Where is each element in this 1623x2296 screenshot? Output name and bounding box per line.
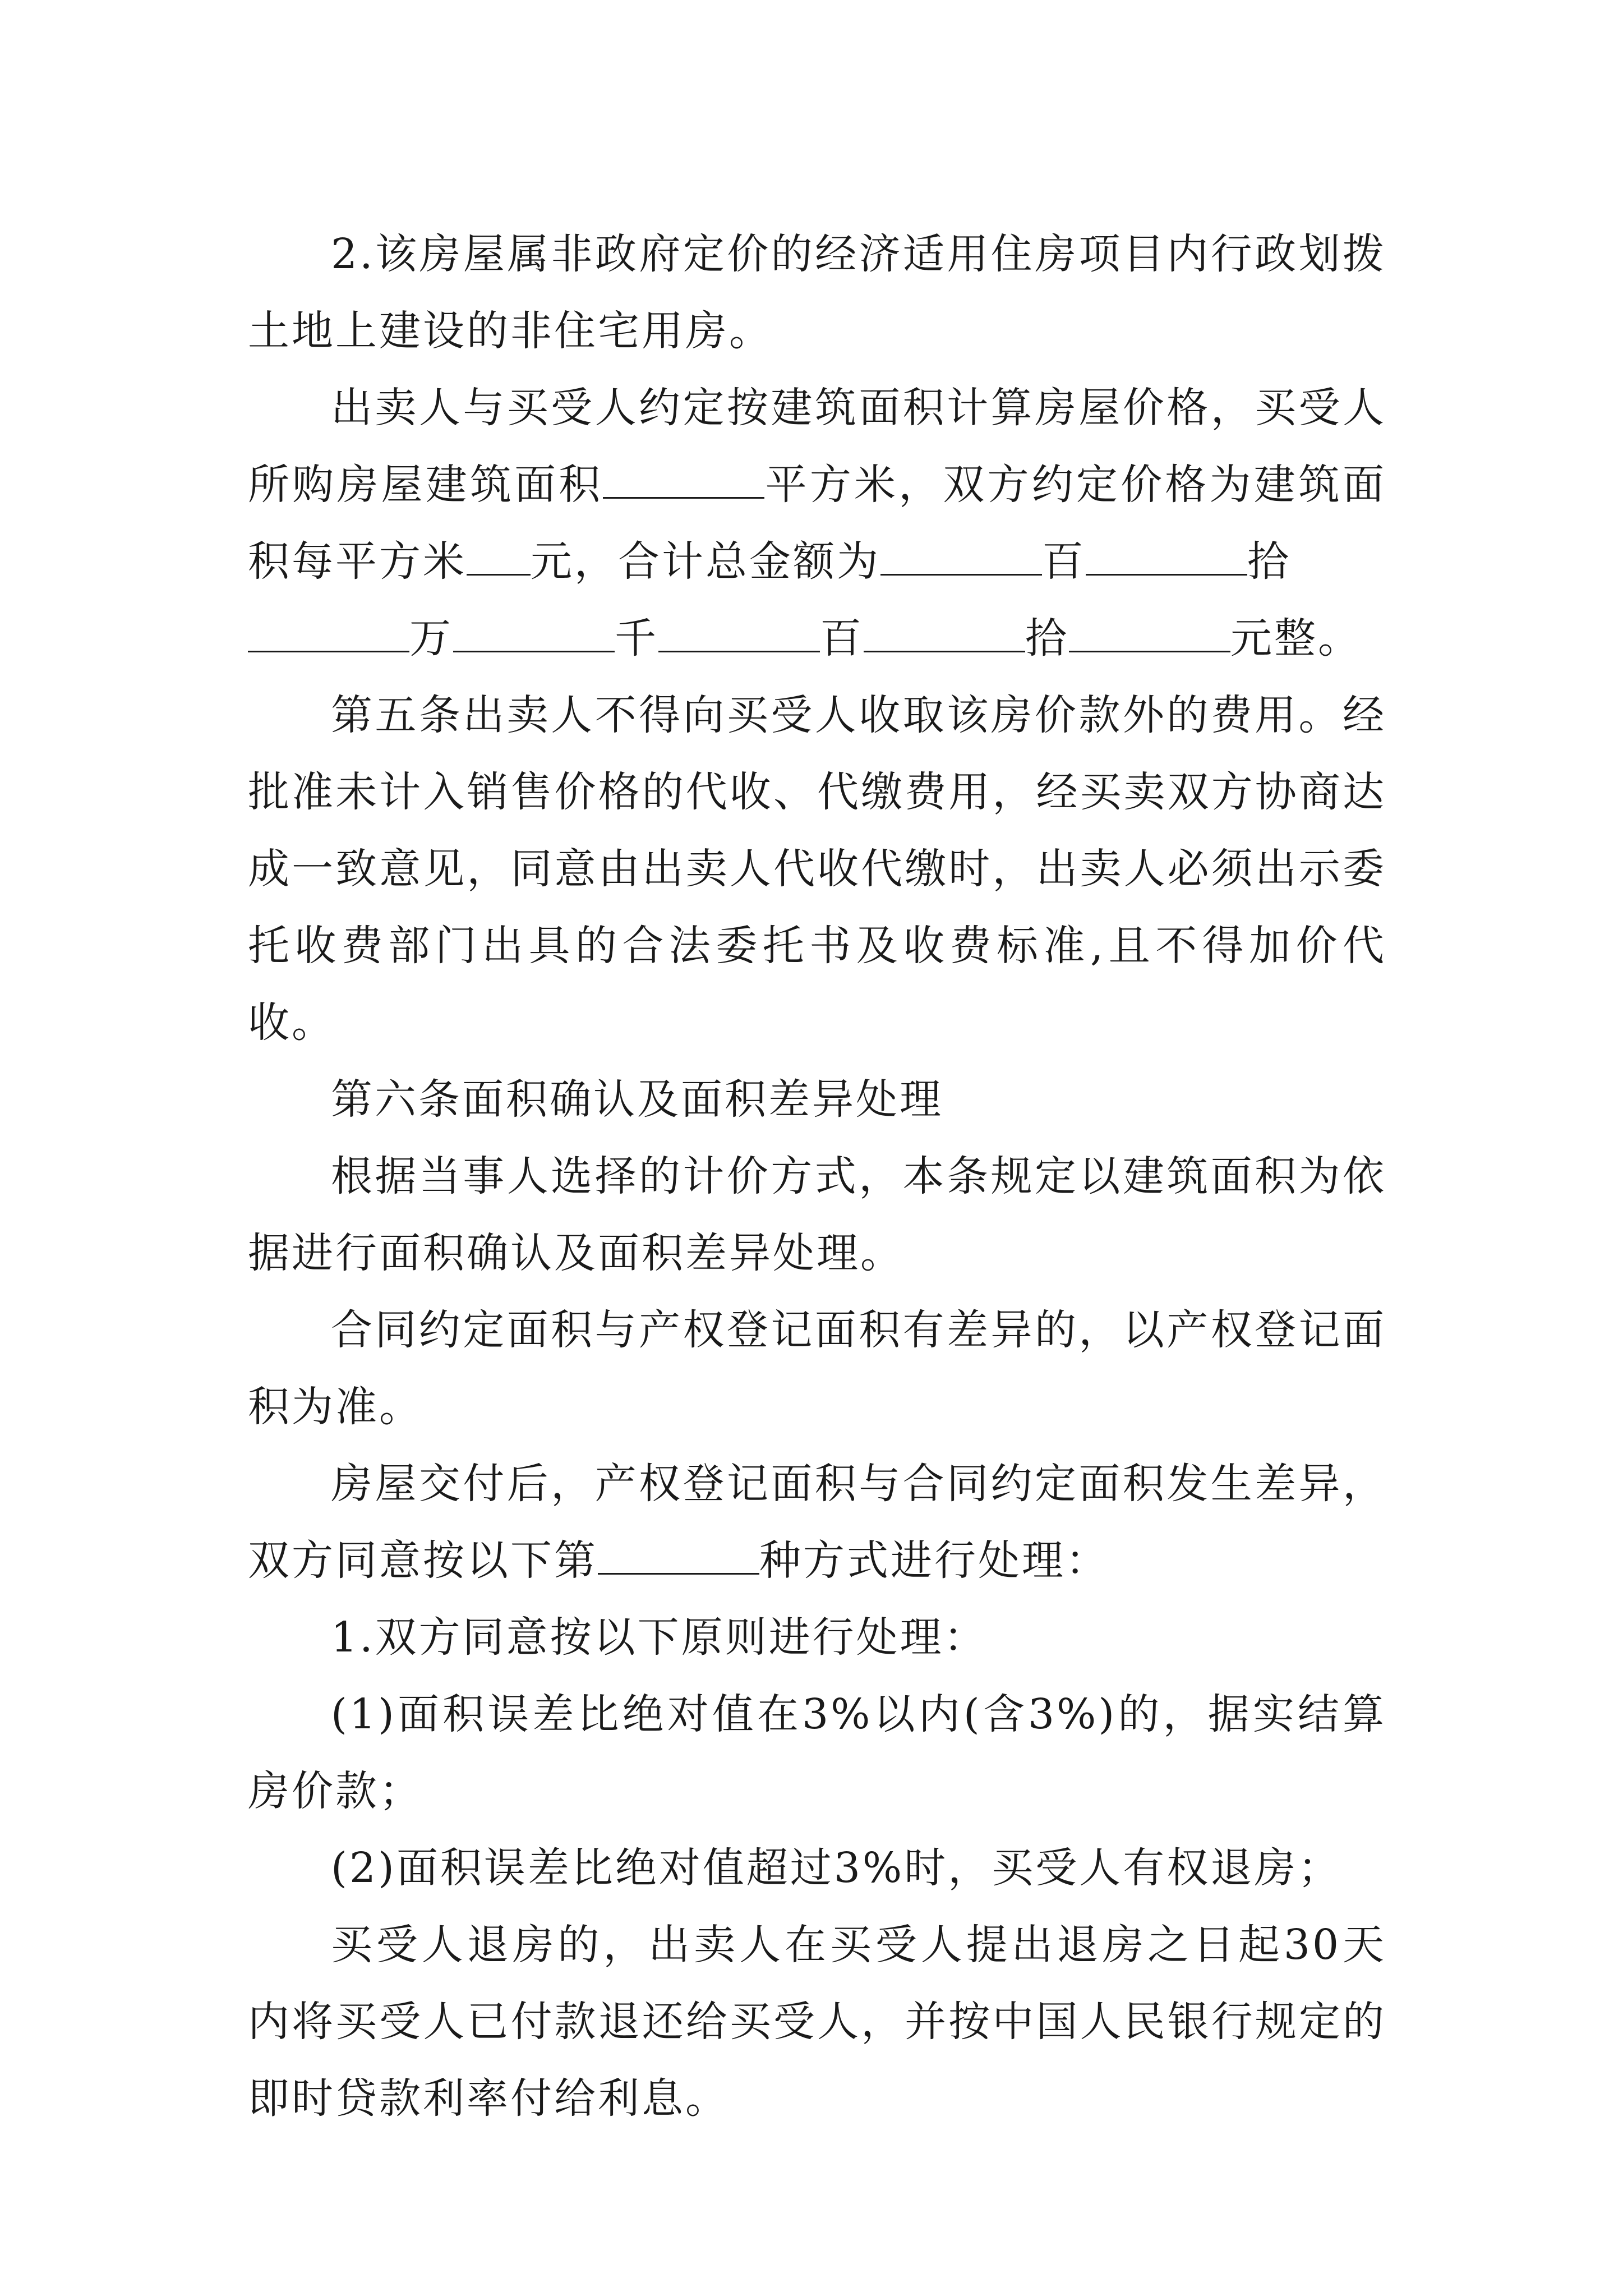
- paragraph-2-part-a: 出卖人与买受人约定按建筑面积计算房屋价格，买受人所购房屋建筑面积: [248, 384, 1386, 509]
- paragraph-2: [248, 370, 1386, 600]
- paragraph-8: [248, 1446, 1386, 1599]
- blank-hundreds-million[interactable]: [880, 540, 1042, 576]
- blank-units[interactable]: [1069, 617, 1230, 652]
- paragraph-8-part-a: 房屋交付后，产权登记面积与合同约定面积发生差异，双方同意按以下第: [248, 1460, 1386, 1585]
- paragraph-12: 买受人退房的，出卖人在买受人提出退房之日起30天内将买受人已付款退还给买受人，并按中国人民银行规定的即时贷款利率付给利息。: [248, 1921, 1386, 2123]
- paragraph-3-part-d: 拾: [1025, 614, 1069, 662]
- paragraph-7: 合同约定面积与产权登记面积有差异的，以产权登记面积为准。: [248, 1306, 1386, 1431]
- paragraph-2-part-e: 拾: [1247, 537, 1291, 586]
- paragraph-3-part-b: 千: [615, 614, 658, 662]
- paragraph-3-part-a: 万: [409, 614, 453, 662]
- paragraph-6: 根据当事人选择的计价方式，本条规定以建筑面积为依据进行面积确认及面积差异处理。: [248, 1152, 1386, 1277]
- section-heading-6: 第六条面积确认及面积差异处理: [331, 1075, 943, 1124]
- paragraph-2-part-c: 元，合计总金额为: [531, 537, 880, 586]
- blank-area[interactable]: [603, 463, 764, 499]
- blank-ten-thousands[interactable]: [248, 617, 409, 652]
- paragraph-2-part-d: 百: [1042, 537, 1086, 586]
- paragraph-3-part-c: 百: [820, 614, 864, 662]
- paragraph-2-part-b: 平方米，双方约定价格为建筑面积每平方米: [248, 461, 1387, 586]
- blank-hundreds[interactable]: [658, 617, 820, 652]
- paragraph-10: (1)面积误差比绝对值在3%以内(含3%)的，据实结算房价款；: [248, 1690, 1386, 1815]
- blank-unit-price[interactable]: [467, 540, 531, 576]
- document-body: [248, 216, 1386, 2137]
- paragraph-9: 1.双方同意按以下原则进行处理：: [331, 1613, 988, 1662]
- paragraph-1: 2.该房屋属非政府定价的经济适用住房项目内行政划拨土地上建设的非住宅用房。: [248, 230, 1386, 355]
- blank-thousands[interactable]: [453, 617, 615, 652]
- paragraph-3: [248, 600, 1386, 677]
- paragraph-8-part-b: 种方式进行处理：: [759, 1536, 1109, 1585]
- blank-tens-million[interactable]: [1086, 540, 1247, 576]
- blank-tens[interactable]: [864, 617, 1025, 652]
- paragraph-11: (2)面积误差比绝对值超过3%时，买受人有权退房；: [331, 1844, 1342, 1892]
- paragraph-3-part-e: 元整。: [1230, 614, 1362, 662]
- paragraph-4: 第五条出卖人不得向买受人收取该房价款外的费用。经批准未计入销售价格的代收、代缴费用，经买卖双方协商达成一致意见，同意由出卖人代收代缴时，出卖人必须出示委托收费部门出具的合法委托书及收费标准,且不得加价代收。: [248, 691, 1386, 1047]
- blank-method-number[interactable]: [598, 1539, 759, 1575]
